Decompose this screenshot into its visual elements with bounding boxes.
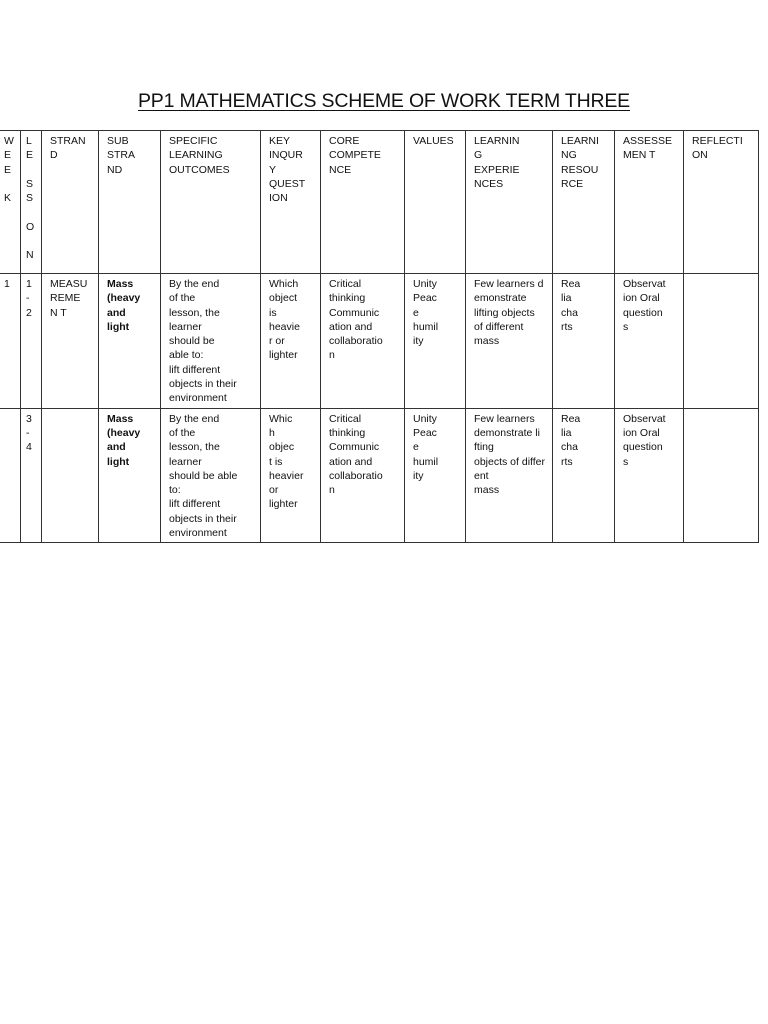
table-row [0, 274, 759, 409]
cell-learning-resource: Rea lia cha rts [553, 408, 615, 543]
table-header-row [0, 131, 759, 274]
cell-week: 1 [0, 274, 21, 409]
cell-key-inquiry-question: Which object is heavie r or lighter [261, 274, 321, 409]
cell-assessment: Observat ion Oral question s [615, 408, 684, 543]
header-sub-strand: SUB STRA ND [99, 131, 161, 274]
header-lesson: L E S S O N [21, 131, 42, 274]
header-reflection: REFLECTI ON [684, 131, 759, 274]
cell-specific-learning-outcomes: By the end of the lesson, the learner should be able to: lift different objects in their environment [161, 408, 261, 543]
header-learning-resource: LEARNI NG RESOU RCE [553, 131, 615, 274]
cell-key-inquiry-question: Whic h objec t is heavier or lighter [261, 408, 321, 543]
cell-strand: MEASU REME N T [42, 274, 99, 409]
cell-lesson: 3 - 4 [21, 408, 42, 543]
cell-core-competence: Critical thinking Communic ation and collaboratio n [321, 274, 405, 409]
cell-lesson: 1 - 2 [21, 274, 42, 409]
cell-reflection [684, 274, 759, 409]
header-specific-learning-outcomes: SPECIFIC LEARNING OUTCOMES [161, 131, 261, 274]
cell-learning-resource: Rea lia cha rts [553, 274, 615, 409]
cell-sub-strand: Mass (heavy and light [99, 408, 161, 543]
header-learning-experiences: LEARNIN G EXPERIE NCES [466, 131, 553, 274]
cell-specific-learning-outcomes: By the end of the lesson, the learner should be able to: lift different objects in their environment [161, 274, 261, 409]
page-title: PP1 MATHEMATICS SCHEME OF WORK TERM THREE [138, 90, 630, 112]
cell-sub-strand: Mass (heavy and light [99, 274, 161, 409]
cell-assessment: Observat ion Oral question s [615, 274, 684, 409]
cell-reflection [684, 408, 759, 543]
cell-core-competence: Critical thinking Communic ation and collaboratio n [321, 408, 405, 543]
cell-values: Unity Peac e humil ity [405, 274, 466, 409]
cell-learning-experiences: Few learners demonstrate li fting objects of differ ent mass [466, 408, 553, 543]
header-strand: STRAN D [42, 131, 99, 274]
scheme-of-work-table [0, 130, 759, 543]
header-core-competence: CORE COMPETE NCE [321, 131, 405, 274]
header-key-inquiry-question: KEY INQUR Y QUEST ION [261, 131, 321, 274]
table-row [0, 408, 759, 543]
header-assessment: ASSESSE MEN T [615, 131, 684, 274]
cell-week [0, 408, 21, 543]
header-week: W E E K [0, 131, 21, 274]
cell-values: Unity Peac e humil ity [405, 408, 466, 543]
header-values: VALUES [405, 131, 466, 274]
cell-learning-experiences: Few learners d emonstrate lifting objects of different mass [466, 274, 553, 409]
cell-strand [42, 408, 99, 543]
